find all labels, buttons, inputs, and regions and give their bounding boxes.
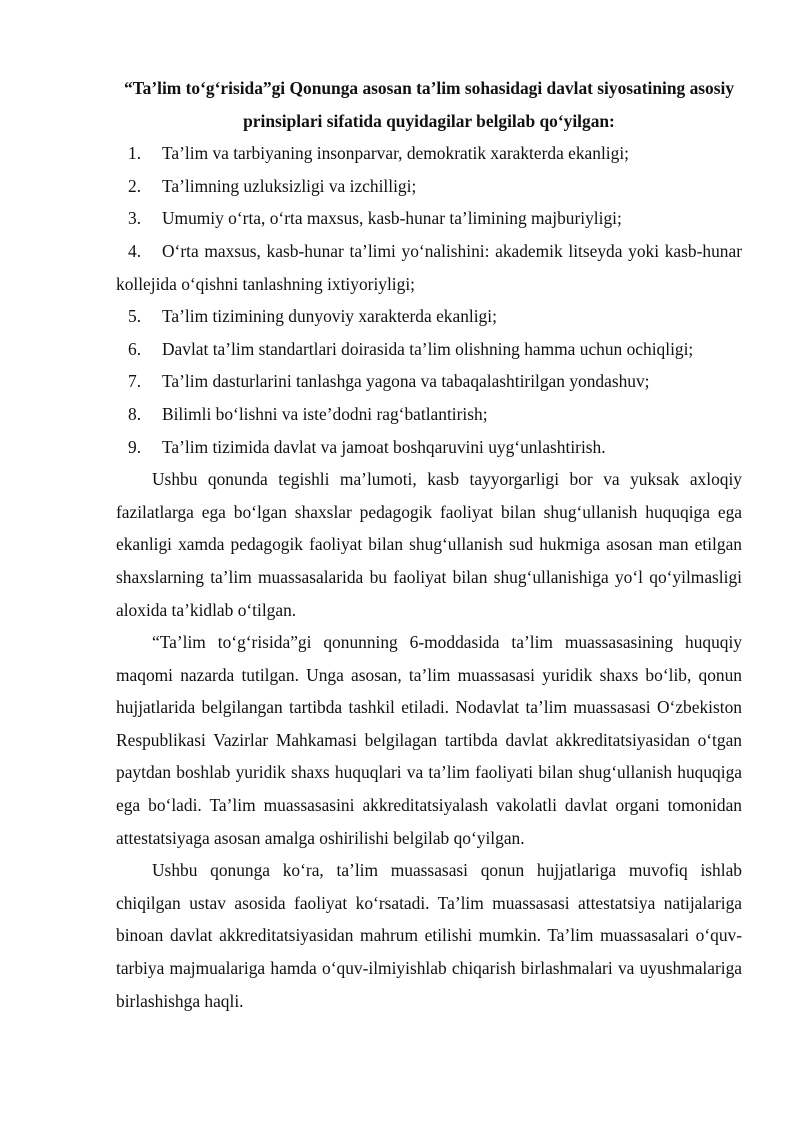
list-text: Ta’limning uzluksizligi va izchilligi; — [162, 175, 417, 196]
list-item — [116, 333, 742, 366]
list-number: 3. — [128, 208, 142, 229]
list-text: O‘rta maxsus, kasb-hunar ta’limi yo‘nalishini: akademik litseyda yoki kasb-hunar kollejida o‘qishni tanlashning ixtiyoriyligi; — [116, 240, 742, 294]
list-item — [116, 235, 742, 300]
list-item — [116, 398, 742, 431]
list-number: 4. — [128, 240, 142, 261]
body-paragraph: “Ta’lim to‘g‘risida”gi qonunning 6-moddasida ta’lim muassasasining huquqiy maqomi nazarda tutilgan. Unga asosan, ta’lim muassasasi yuridik shaxs bo‘lib, qonun hujjatlarida belgilangan tartibda tashkil etiladi. Nodavlat ta’lim muassasasi O‘zbekiston Respublikasi Vazirlar Mahkamasi belgilagan tartibda davlat akkreditatsiyasidan o‘tgan paytdan boshlab yuridik shaxs huquqlari va ta’lim faoliyati bilan shug‘ullanish huquqiga ega bo‘ladi. Ta’lim muassasasini akkreditatsiyalash vakolatli davlat organi tomonidan attestatsiyaga asosan amalga oshirilishi belgilab qo‘yilgan. — [116, 632, 742, 848]
list-number: 7. — [128, 371, 142, 392]
list-number: 2. — [128, 175, 142, 196]
document-body — [116, 72, 742, 1017]
list-number: 8. — [128, 403, 142, 424]
list-item — [116, 170, 742, 203]
list-text: Ta’lim dasturlarini tanlashga yagona va tabaqalashtirilgan yondashuv; — [162, 371, 650, 392]
list-number: 6. — [128, 338, 142, 359]
list-item — [116, 431, 742, 464]
list-item — [116, 137, 742, 170]
list-item — [116, 202, 742, 235]
principles-list — [116, 137, 742, 463]
body-paragraph: Ushbu qonunda tegishli ma’lumoti, kasb tayyorgarligi bor va yuksak axloqiy fazilatlarga ega bo‘lgan shaxslar pedagogik faoliyat bilan shug‘ullanish huquqiga ega ekanligi xamda pedagogik faoliyat bilan shug‘ullanish sud hukmiga asosan man etilgan shaxslarning ta’lim muassasalarida bu faoliyat bilan shug‘ullanishiga yo‘l qo‘yilmasligi aloxida ta’kidlab o‘tilgan. — [116, 469, 742, 620]
list-text: Ta’lim tizimining dunyoviy xarakterda ekanligi; — [162, 306, 497, 327]
list-number: 5. — [128, 306, 142, 327]
list-text: Ta’lim va tarbiyaning insonparvar, demokratik xarakterda ekanligi; — [162, 143, 629, 164]
body-paragraph: Ushbu qonunga ko‘ra, ta’lim muassasasi qonun hujjatlariga muvofiq ishlab chiqilgan ustav asosida faoliyat ko‘rsatadi. Ta’lim muassasasi attestatsiya natijalariga binoan davlat akkreditatsiyasidan mahrum etilishi mumkin. Ta’lim muassasalari o‘quv-tarbiya majmualariga hamda o‘quv-ilmiyishlab chiqarish birlashmalari va uyushmalariga birlashishga haqli. — [116, 860, 742, 1011]
list-text: Umumiy o‘rta, o‘rta maxsus, kasb-hunar ta’limining majburiyligi; — [162, 208, 622, 229]
list-number: 1. — [128, 143, 142, 164]
list-text: Ta’lim tizimida davlat va jamoat boshqaruvini uyg‘unlashtirish. — [162, 436, 606, 457]
section-heading: “Ta’lim to‘g‘risida”gi Qonunga asosan ta’lim sohasidagi davlat siyosatining asosiy prinsiplari sifatida quyidagilar belgilab qo‘yilgan: — [123, 78, 735, 131]
list-text: Davlat ta’lim standartlari doirasida ta’lim olishning hamma uchun ochiqligi; — [162, 338, 694, 359]
list-item — [116, 365, 742, 398]
list-number: 9. — [128, 436, 142, 457]
list-item — [116, 300, 742, 333]
list-text: Bilimli bo‘lishni va iste’dodni rag‘batlantirish; — [162, 403, 488, 424]
